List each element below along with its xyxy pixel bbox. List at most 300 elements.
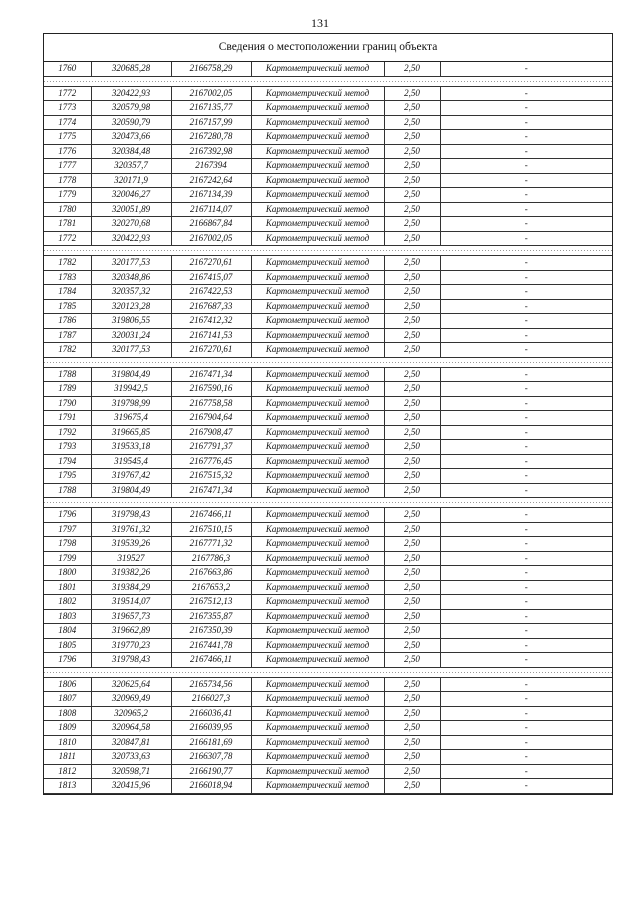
method-cell: Картометрический метод — [251, 508, 384, 523]
coordinates-table — [44, 62, 612, 794]
y-coordinate-cell: 2167515,32 — [171, 469, 251, 484]
point-number-cell: 1788 — [44, 483, 91, 498]
description-cell: - — [440, 130, 612, 145]
method-cell: Картометрический метод — [251, 382, 384, 397]
y-coordinate-cell: 2166018,94 — [171, 779, 251, 794]
y-coordinate-cell: 2167412,32 — [171, 314, 251, 329]
precision-cell: 2,50 — [384, 343, 440, 358]
method-cell: Картометрический метод — [251, 159, 384, 174]
y-coordinate-cell: 2167002,05 — [171, 86, 251, 101]
y-coordinate-cell: 2166027,3 — [171, 692, 251, 707]
description-cell: - — [440, 425, 612, 440]
table-row — [44, 367, 612, 382]
y-coordinate-cell: 2167280,78 — [171, 130, 251, 145]
x-coordinate-cell: 320357,32 — [91, 285, 171, 300]
x-coordinate-cell: 320270,68 — [91, 217, 171, 232]
point-number-cell: 1776 — [44, 144, 91, 159]
method-cell: Картометрический метод — [251, 609, 384, 624]
y-coordinate-cell: 2167134,39 — [171, 188, 251, 203]
description-cell: - — [440, 86, 612, 101]
y-coordinate-cell: 2167758,58 — [171, 396, 251, 411]
description-cell: - — [440, 653, 612, 668]
x-coordinate-cell: 319804,49 — [91, 483, 171, 498]
precision-cell: 2,50 — [384, 580, 440, 595]
y-coordinate-cell: 2167776,45 — [171, 454, 251, 469]
description-cell: - — [440, 343, 612, 358]
table-row — [44, 469, 612, 484]
x-coordinate-cell: 320422,93 — [91, 86, 171, 101]
precision-cell: 2,50 — [384, 721, 440, 736]
group-separator-row — [44, 357, 612, 367]
x-coordinate-cell: 320357,7 — [91, 159, 171, 174]
description-cell: - — [440, 173, 612, 188]
table-row — [44, 144, 612, 159]
table-row — [44, 595, 612, 610]
precision-cell: 2,50 — [384, 314, 440, 329]
y-coordinate-cell: 2167441,78 — [171, 638, 251, 653]
method-cell: Картометрический метод — [251, 256, 384, 271]
y-coordinate-cell: 2167471,34 — [171, 367, 251, 382]
method-cell: Картометрический метод — [251, 343, 384, 358]
description-cell: - — [440, 779, 612, 794]
group-separator — [44, 498, 612, 508]
precision-cell: 2,50 — [384, 692, 440, 707]
y-coordinate-cell: 2165734,56 — [171, 677, 251, 692]
y-coordinate-cell: 2167141,53 — [171, 328, 251, 343]
description-cell: - — [440, 624, 612, 639]
method-cell: Картометрический метод — [251, 469, 384, 484]
table-row — [44, 115, 612, 130]
precision-cell: 2,50 — [384, 270, 440, 285]
description-cell: - — [440, 692, 612, 707]
group-separator-row — [44, 76, 612, 86]
group-separator-row — [44, 498, 612, 508]
method-cell: Картометрический метод — [251, 706, 384, 721]
description-cell: - — [440, 314, 612, 329]
table-row — [44, 609, 612, 624]
description-cell: - — [440, 285, 612, 300]
y-coordinate-cell: 2166036,41 — [171, 706, 251, 721]
table-row — [44, 566, 612, 581]
table-row — [44, 537, 612, 552]
method-cell: Картометрический метод — [251, 101, 384, 116]
description-cell: - — [440, 101, 612, 116]
method-cell: Картометрический метод — [251, 173, 384, 188]
group-separator — [44, 357, 612, 367]
point-number-cell: 1812 — [44, 764, 91, 779]
point-number-cell: 1805 — [44, 638, 91, 653]
page-number: 131 — [311, 16, 329, 30]
x-coordinate-cell: 320473,66 — [91, 130, 171, 145]
description-cell: - — [440, 508, 612, 523]
method-cell: Картометрический метод — [251, 425, 384, 440]
group-separator — [44, 76, 612, 86]
method-cell: Картометрический метод — [251, 440, 384, 455]
y-coordinate-cell: 2167394 — [171, 159, 251, 174]
y-coordinate-cell: 2167392,98 — [171, 144, 251, 159]
point-number-cell: 1787 — [44, 328, 91, 343]
description-cell: - — [440, 721, 612, 736]
precision-cell: 2,50 — [384, 188, 440, 203]
x-coordinate-cell: 320625,64 — [91, 677, 171, 692]
y-coordinate-cell: 2167355,87 — [171, 609, 251, 624]
table-row — [44, 173, 612, 188]
description-cell: - — [440, 367, 612, 382]
y-coordinate-cell: 2167270,61 — [171, 256, 251, 271]
point-number-cell: 1796 — [44, 508, 91, 523]
method-cell: Картометрический метод — [251, 62, 384, 76]
precision-cell: 2,50 — [384, 173, 440, 188]
table-row — [44, 202, 612, 217]
method-cell: Картометрический метод — [251, 779, 384, 794]
table-row — [44, 440, 612, 455]
y-coordinate-cell: 2167512,13 — [171, 595, 251, 610]
method-cell: Картометрический метод — [251, 367, 384, 382]
y-coordinate-cell: 2167242,64 — [171, 173, 251, 188]
method-cell: Картометрический метод — [251, 454, 384, 469]
point-number-cell: 1793 — [44, 440, 91, 455]
method-cell: Картометрический метод — [251, 86, 384, 101]
point-number-cell: 1772 — [44, 86, 91, 101]
point-number-cell: 1777 — [44, 159, 91, 174]
description-cell: - — [440, 551, 612, 566]
table-row — [44, 692, 612, 707]
x-coordinate-cell: 319942,5 — [91, 382, 171, 397]
method-cell: Картометрический метод — [251, 653, 384, 668]
point-number-cell: 1784 — [44, 285, 91, 300]
table-row — [44, 551, 612, 566]
method-cell: Картометрический метод — [251, 231, 384, 246]
precision-cell: 2,50 — [384, 231, 440, 246]
description-cell: - — [440, 256, 612, 271]
precision-cell: 2,50 — [384, 779, 440, 794]
precision-cell: 2,50 — [384, 483, 440, 498]
point-number-cell: 1800 — [44, 566, 91, 581]
point-number-cell: 1779 — [44, 188, 91, 203]
x-coordinate-cell: 319657,73 — [91, 609, 171, 624]
description-cell: - — [440, 270, 612, 285]
x-coordinate-cell: 319533,18 — [91, 440, 171, 455]
method-cell: Картометрический метод — [251, 638, 384, 653]
precision-cell: 2,50 — [384, 367, 440, 382]
point-number-cell: 1795 — [44, 469, 91, 484]
table-row — [44, 411, 612, 426]
description-cell: - — [440, 328, 612, 343]
group-separator — [44, 246, 612, 256]
description-cell: - — [440, 440, 612, 455]
method-cell: Картометрический метод — [251, 721, 384, 736]
method-cell: Картометрический метод — [251, 202, 384, 217]
method-cell: Картометрический метод — [251, 396, 384, 411]
y-coordinate-cell: 2167590,16 — [171, 382, 251, 397]
table-row — [44, 706, 612, 721]
point-number-cell: 1774 — [44, 115, 91, 130]
x-coordinate-cell: 320847,81 — [91, 735, 171, 750]
point-number-cell: 1782 — [44, 343, 91, 358]
precision-cell: 2,50 — [384, 551, 440, 566]
x-coordinate-cell: 319770,23 — [91, 638, 171, 653]
precision-cell: 2,50 — [384, 522, 440, 537]
x-coordinate-cell: 320177,53 — [91, 256, 171, 271]
method-cell: Картометрический метод — [251, 285, 384, 300]
x-coordinate-cell: 319382,26 — [91, 566, 171, 581]
precision-cell: 2,50 — [384, 217, 440, 232]
precision-cell: 2,50 — [384, 595, 440, 610]
point-number-cell: 1809 — [44, 721, 91, 736]
x-coordinate-cell: 320964,58 — [91, 721, 171, 736]
precision-cell: 2,50 — [384, 144, 440, 159]
point-number-cell: 1783 — [44, 270, 91, 285]
description-cell: - — [440, 677, 612, 692]
y-coordinate-cell: 2167510,15 — [171, 522, 251, 537]
x-coordinate-cell: 320348,86 — [91, 270, 171, 285]
table-row — [44, 256, 612, 271]
y-coordinate-cell: 2167471,34 — [171, 483, 251, 498]
precision-cell: 2,50 — [384, 285, 440, 300]
table-row — [44, 159, 612, 174]
y-coordinate-cell: 2167663,86 — [171, 566, 251, 581]
y-coordinate-cell: 2167270,61 — [171, 343, 251, 358]
method-cell: Картометрический метод — [251, 130, 384, 145]
y-coordinate-cell: 2167791,37 — [171, 440, 251, 455]
precision-cell: 2,50 — [384, 159, 440, 174]
point-number-cell: 1790 — [44, 396, 91, 411]
x-coordinate-cell: 320177,53 — [91, 343, 171, 358]
description-cell: - — [440, 483, 612, 498]
point-number-cell: 1799 — [44, 551, 91, 566]
y-coordinate-cell: 2166758,29 — [171, 62, 251, 76]
point-number-cell: 1773 — [44, 101, 91, 116]
table-row — [44, 638, 612, 653]
precision-cell: 2,50 — [384, 396, 440, 411]
table-row — [44, 188, 612, 203]
table-row — [44, 522, 612, 537]
point-number-cell: 1789 — [44, 382, 91, 397]
precision-cell: 2,50 — [384, 425, 440, 440]
point-number-cell: 1760 — [44, 62, 91, 76]
precision-cell: 2,50 — [384, 454, 440, 469]
precision-cell: 2,50 — [384, 411, 440, 426]
description-cell: - — [440, 469, 612, 484]
x-coordinate-cell: 320384,48 — [91, 144, 171, 159]
precision-cell: 2,50 — [384, 508, 440, 523]
table-row — [44, 677, 612, 692]
x-coordinate-cell: 319545,4 — [91, 454, 171, 469]
description-cell: - — [440, 382, 612, 397]
table-row — [44, 624, 612, 639]
table-row — [44, 721, 612, 736]
y-coordinate-cell: 2167908,47 — [171, 425, 251, 440]
description-cell: - — [440, 411, 612, 426]
table-row — [44, 764, 612, 779]
precision-cell: 2,50 — [384, 328, 440, 343]
description-cell: - — [440, 522, 612, 537]
precision-cell: 2,50 — [384, 609, 440, 624]
table-row — [44, 314, 612, 329]
table-row — [44, 86, 612, 101]
table-row — [44, 508, 612, 523]
precision-cell: 2,50 — [384, 469, 440, 484]
x-coordinate-cell: 319798,43 — [91, 508, 171, 523]
x-coordinate-cell: 320598,71 — [91, 764, 171, 779]
table-row — [44, 382, 612, 397]
precision-cell: 2,50 — [384, 202, 440, 217]
description-cell: - — [440, 159, 612, 174]
y-coordinate-cell: 2166181,69 — [171, 735, 251, 750]
x-coordinate-cell: 320031,24 — [91, 328, 171, 343]
x-coordinate-cell: 320422,93 — [91, 231, 171, 246]
point-number-cell: 1801 — [44, 580, 91, 595]
y-coordinate-cell: 2167350,39 — [171, 624, 251, 639]
method-cell: Картометрический метод — [251, 314, 384, 329]
y-coordinate-cell: 2167653,2 — [171, 580, 251, 595]
description-cell: - — [440, 638, 612, 653]
point-number-cell: 1782 — [44, 256, 91, 271]
precision-cell: 2,50 — [384, 115, 440, 130]
y-coordinate-cell: 2166039,95 — [171, 721, 251, 736]
group-separator — [44, 667, 612, 677]
description-cell: - — [440, 115, 612, 130]
x-coordinate-cell: 320733,63 — [91, 750, 171, 765]
group-separator-row — [44, 246, 612, 256]
precision-cell: 2,50 — [384, 382, 440, 397]
x-coordinate-cell: 320415,96 — [91, 779, 171, 794]
method-cell: Картометрический метод — [251, 595, 384, 610]
precision-cell: 2,50 — [384, 764, 440, 779]
precision-cell: 2,50 — [384, 440, 440, 455]
description-cell: - — [440, 566, 612, 581]
description-cell: - — [440, 750, 612, 765]
method-cell: Картометрический метод — [251, 115, 384, 130]
point-number-cell: 1796 — [44, 653, 91, 668]
method-cell: Картометрический метод — [251, 537, 384, 552]
point-number-cell: 1772 — [44, 231, 91, 246]
y-coordinate-cell: 2167466,11 — [171, 653, 251, 668]
point-number-cell: 1798 — [44, 537, 91, 552]
method-cell: Картометрический метод — [251, 677, 384, 692]
y-coordinate-cell: 2166307,78 — [171, 750, 251, 765]
point-number-cell: 1788 — [44, 367, 91, 382]
precision-cell: 2,50 — [384, 566, 440, 581]
table-row — [44, 299, 612, 314]
y-coordinate-cell: 2167422,53 — [171, 285, 251, 300]
table-title: Сведения о местоположении границ объекта — [44, 34, 612, 62]
precision-cell: 2,50 — [384, 653, 440, 668]
point-number-cell: 1802 — [44, 595, 91, 610]
table-row — [44, 454, 612, 469]
precision-cell: 2,50 — [384, 638, 440, 653]
method-cell: Картометрический метод — [251, 566, 384, 581]
group-separator-row — [44, 667, 612, 677]
point-number-cell: 1804 — [44, 624, 91, 639]
table-row — [44, 270, 612, 285]
x-coordinate-cell: 320171,9 — [91, 173, 171, 188]
x-coordinate-cell: 319761,32 — [91, 522, 171, 537]
x-coordinate-cell: 319675,4 — [91, 411, 171, 426]
method-cell: Картометрический метод — [251, 270, 384, 285]
y-coordinate-cell: 2167771,32 — [171, 537, 251, 552]
precision-cell: 2,50 — [384, 86, 440, 101]
table-row — [44, 580, 612, 595]
x-coordinate-cell: 319804,49 — [91, 367, 171, 382]
table-row — [44, 653, 612, 668]
x-coordinate-cell: 320590,79 — [91, 115, 171, 130]
description-cell: - — [440, 396, 612, 411]
description-cell: - — [440, 188, 612, 203]
method-cell: Картометрический метод — [251, 411, 384, 426]
description-cell: - — [440, 454, 612, 469]
method-cell: Картометрический метод — [251, 580, 384, 595]
point-number-cell: 1791 — [44, 411, 91, 426]
method-cell: Картометрический метод — [251, 735, 384, 750]
point-number-cell: 1797 — [44, 522, 91, 537]
y-coordinate-cell: 2167786,3 — [171, 551, 251, 566]
table-row — [44, 735, 612, 750]
coordinates-table-body — [44, 62, 612, 793]
table-row — [44, 285, 612, 300]
method-cell: Картометрический метод — [251, 483, 384, 498]
boundary-table-frame — [43, 33, 613, 795]
point-number-cell: 1808 — [44, 706, 91, 721]
x-coordinate-cell: 320969,49 — [91, 692, 171, 707]
table-row — [44, 231, 612, 246]
x-coordinate-cell: 319384,29 — [91, 580, 171, 595]
y-coordinate-cell: 2167157,99 — [171, 115, 251, 130]
table-row — [44, 425, 612, 440]
point-number-cell: 1806 — [44, 677, 91, 692]
precision-cell: 2,50 — [384, 62, 440, 76]
y-coordinate-cell: 2167135,77 — [171, 101, 251, 116]
x-coordinate-cell: 319767,42 — [91, 469, 171, 484]
point-number-cell: 1810 — [44, 735, 91, 750]
description-cell: - — [440, 202, 612, 217]
description-cell: - — [440, 299, 612, 314]
method-cell: Картометрический метод — [251, 750, 384, 765]
x-coordinate-cell: 319539,26 — [91, 537, 171, 552]
point-number-cell: 1775 — [44, 130, 91, 145]
method-cell: Картометрический метод — [251, 692, 384, 707]
x-coordinate-cell: 320046,27 — [91, 188, 171, 203]
table-row — [44, 328, 612, 343]
point-number-cell: 1803 — [44, 609, 91, 624]
description-cell: - — [440, 217, 612, 232]
x-coordinate-cell: 320579,98 — [91, 101, 171, 116]
table-row — [44, 750, 612, 765]
method-cell: Картометрический метод — [251, 551, 384, 566]
precision-cell: 2,50 — [384, 256, 440, 271]
point-number-cell: 1778 — [44, 173, 91, 188]
method-cell: Картометрический метод — [251, 624, 384, 639]
y-coordinate-cell: 2167466,11 — [171, 508, 251, 523]
x-coordinate-cell: 319798,43 — [91, 653, 171, 668]
description-cell: - — [440, 231, 612, 246]
y-coordinate-cell: 2167002,05 — [171, 231, 251, 246]
precision-cell: 2,50 — [384, 735, 440, 750]
point-number-cell: 1781 — [44, 217, 91, 232]
y-coordinate-cell: 2167114,07 — [171, 202, 251, 217]
y-coordinate-cell: 2167904,64 — [171, 411, 251, 426]
x-coordinate-cell: 320123,28 — [91, 299, 171, 314]
description-cell: - — [440, 735, 612, 750]
method-cell: Картометрический метод — [251, 144, 384, 159]
point-number-cell: 1811 — [44, 750, 91, 765]
method-cell: Картометрический метод — [251, 217, 384, 232]
point-number-cell: 1780 — [44, 202, 91, 217]
table-row — [44, 101, 612, 116]
table-row — [44, 483, 612, 498]
point-number-cell: 1794 — [44, 454, 91, 469]
precision-cell: 2,50 — [384, 750, 440, 765]
